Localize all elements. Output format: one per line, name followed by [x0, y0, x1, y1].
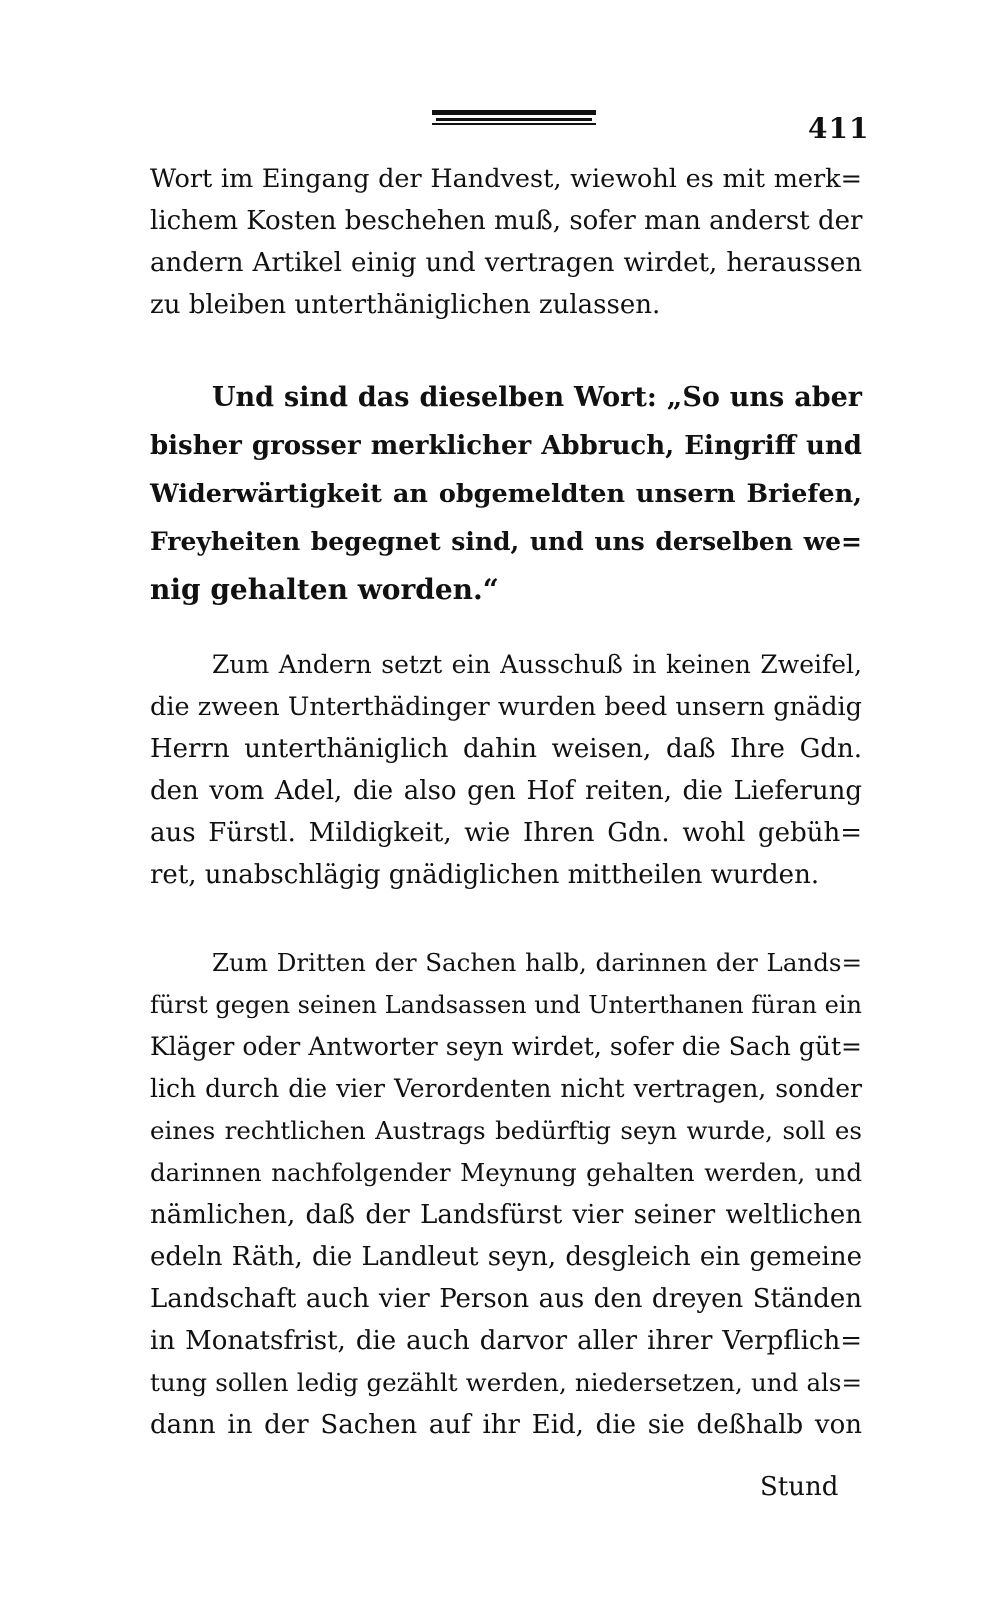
text-line: in Monatsfrist, die auch darvor aller ihrer Verpflich= — [150, 1326, 862, 1356]
header-rule-bar — [436, 118, 592, 121]
paragraph-1 — [150, 158, 862, 326]
text-line: nig gehalten worden.“ — [150, 573, 499, 606]
text-line: die zween Unterthädinger wurden beed unsern gnädig — [150, 692, 862, 722]
text-line: nämlichen, daß der Landsfürst vier seiner weltlichen — [150, 1200, 862, 1230]
text-line: bisher grosser merklicher Abbruch, Eingriff und — [150, 431, 862, 461]
header-rule-bar — [432, 110, 596, 115]
text-line: Freyheiten begegnet sind, und uns derselben we= — [150, 527, 862, 556]
text-line: Zum Dritten der Sachen halb, darinnen der Lands= — [212, 948, 862, 977]
catchword: Stund — [760, 1472, 839, 1502]
text-line: Wort im Eingang der Handvest, wiewohl es mit merk= — [150, 164, 862, 194]
text-line: darinnen nachfolgender Meynung gehalten werden, und — [150, 1158, 862, 1187]
text-line: lich durch die vier Verordenten nicht vertragen, sonder — [150, 1074, 862, 1103]
text-line: Widerwärtigkeit an obgemeldten unsern Briefen, — [150, 479, 862, 509]
header-ornament-rule — [432, 110, 596, 126]
header-rule-bar — [432, 123, 596, 125]
text-line: ret, unabschlägig gnädiglichen mittheilen wurden. — [150, 860, 820, 890]
text-line: edeln Räth, die Landleut seyn, desgleich ein gemeine — [150, 1242, 862, 1272]
text-line: den vom Adel, die also gen Hof reiten, die Lieferung — [150, 776, 862, 806]
text-line: zu bleiben unterthäniglichen zulassen. — [150, 290, 661, 320]
page-number: 411 — [808, 112, 870, 145]
text-line: andern Artikel einig und vertragen wirdet, heraussen — [150, 248, 862, 278]
text-line: Herrn unterthäniglich dahin weisen, daß Ihre Gdn. — [150, 734, 862, 764]
paragraph-2-quotation — [150, 374, 862, 614]
text-line: Landschaft auch vier Person aus den dreyen Ständen — [150, 1284, 862, 1314]
text-line: eines rechtlichen Austrags bedürftig seyn wurde, soll es — [150, 1116, 862, 1145]
paragraph-4 — [150, 942, 862, 1446]
text-line: fürst gegen seinen Landsassen und Unterthanen füran ein — [150, 991, 862, 1019]
text-line: Zum Andern setzt ein Ausschuß in keinen Zweifel, — [212, 650, 862, 679]
text-line: lichem Kosten beschehen muß, sofer man anderst der — [150, 206, 863, 236]
text-line: tung sollen ledig gezählt werden, niedersetzen, und als= — [150, 1368, 862, 1397]
paragraph-3 — [150, 644, 862, 896]
text-line: aus Fürstl. Mildigkeit, wie Ihren Gdn. wohl gebüh= — [150, 818, 862, 848]
text-line: Kläger oder Antworter seyn wirdet, sofer die Sach güt= — [150, 1032, 862, 1061]
text-line: dann in der Sachen auf ihr Eid, die sie deßhalb von — [150, 1410, 862, 1440]
text-line: Und sind das dieselben Wort: „So uns aber — [212, 382, 862, 413]
